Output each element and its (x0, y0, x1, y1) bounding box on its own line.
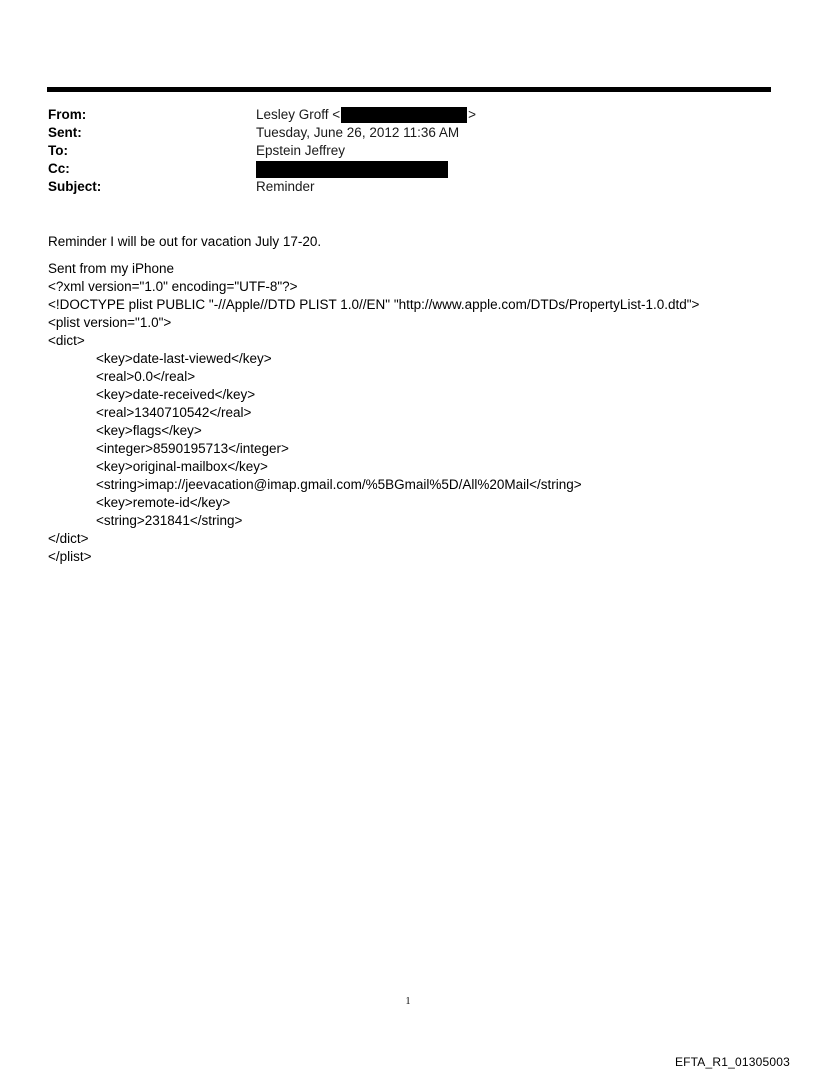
xml-line: <real>0.0</real> (96, 369, 196, 384)
sent-row (48, 124, 748, 142)
from-name: Lesley Groff < (256, 107, 341, 122)
xml-line: <string>231841</string> (96, 513, 243, 528)
xml-line: <key>original-mailbox</key> (96, 459, 268, 474)
page-number: 1 (405, 996, 411, 1007)
bates-number: EFTA_R1_01305003 (674, 1055, 790, 1069)
from-close: > (468, 107, 477, 122)
email-body (48, 233, 788, 566)
from-value (256, 106, 476, 124)
from-label: From: (48, 107, 87, 122)
from-row (48, 106, 748, 124)
xml-line: <plist version="1.0"> (48, 315, 172, 330)
cc-row (48, 160, 748, 178)
signature-text: Sent from my iPhone (48, 261, 175, 276)
to-value: Epstein Jeffrey (256, 143, 346, 158)
xml-line: <key>remote-id</key> (96, 495, 231, 510)
cc-value (256, 160, 448, 178)
redacted-email-block (341, 107, 467, 123)
xml-line: <dict> (48, 333, 85, 348)
sent-label: Sent: (48, 125, 82, 140)
xml-line: <key>flags</key> (96, 423, 202, 438)
xml-line: <key>date-received</key> (96, 387, 256, 402)
redacted-cc-block (256, 161, 448, 178)
message-text: Reminder I will be out for vacation July 17-20. (48, 234, 322, 249)
to-row (48, 142, 748, 160)
subject-row (48, 178, 748, 196)
sent-value: Tuesday, June 26, 2012 11:36 AM (256, 125, 460, 140)
subject-label: Subject: (48, 179, 102, 194)
xml-line: <string>imap://jeevacation@imap.gmail.com/%5BGmail%5D/All%20Mail</string> (96, 477, 582, 492)
to-label: To: (48, 143, 68, 158)
xml-line: <?xml version="1.0" encoding="UTF-8"?> (48, 279, 298, 294)
xml-line: <integer>8590195713</integer> (96, 441, 289, 456)
email-header (48, 106, 748, 196)
header-divider (47, 87, 771, 92)
cc-label: Cc: (48, 161, 70, 176)
paragraph-gap (48, 251, 788, 260)
xml-line: </plist> (48, 549, 92, 564)
xml-line: <real>1340710542</real> (96, 405, 252, 420)
subject-value: Reminder (256, 179, 315, 194)
xml-line: <key>date-last-viewed</key> (96, 351, 272, 366)
xml-line: </dict> (48, 531, 89, 546)
xml-line: <!DOCTYPE plist PUBLIC "-//Apple//DTD PLIST 1.0//EN" "http://www.apple.com/DTDs/PropertyList-1.0.dtd"> (48, 297, 700, 312)
